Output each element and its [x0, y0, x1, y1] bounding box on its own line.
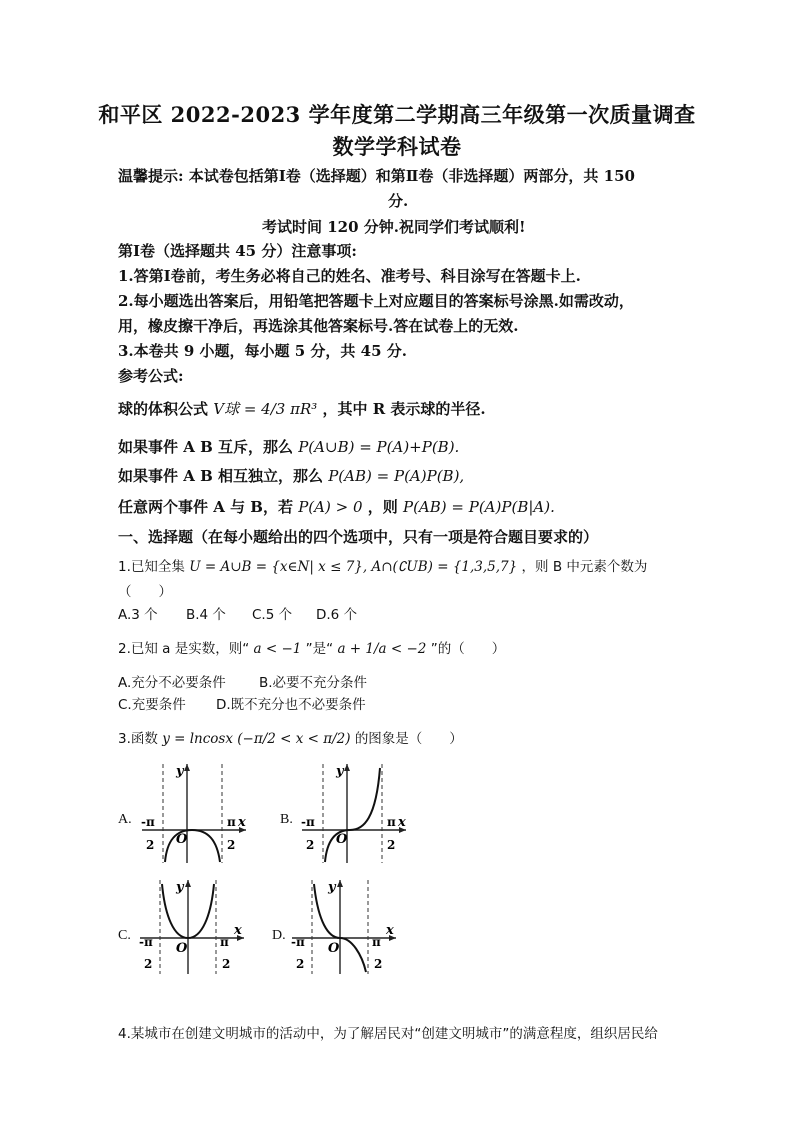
- graph-b: [298, 760, 410, 865]
- graph-c-origin: O: [176, 941, 188, 956]
- q2-option-a: A.充分不必要条件: [118, 675, 226, 691]
- graph-b-x-label: x: [398, 815, 406, 830]
- graph-d-pos-pi: π: [372, 935, 381, 949]
- formula-sphere-pre: 球的体积公式: [118, 400, 209, 418]
- graph-d: [288, 876, 400, 976]
- q2-stem-mid: ”是“: [305, 641, 334, 657]
- exam-title-line1: 和平区 2022-2023 学年度第二学期高三年级第一次质量调查: [98, 102, 696, 127]
- note-3: 用，橡皮擦干净后，再选涂其他答案标号.答在试卷上的无效.: [118, 317, 519, 335]
- graph-a: [138, 760, 250, 865]
- graph-b-neg-two: 2: [306, 838, 315, 852]
- note-2: 2.每小题选出答案后，用铅笔把答题卡上对应题目的答案标号涂黑.如需改动，: [118, 292, 634, 310]
- formula-exclusive-expr: P(A∪B) = P(A)+P(B).: [298, 438, 460, 456]
- q1-stem-post: ，则 B 中元素个数为: [521, 559, 648, 575]
- graph-c-neg-pi: -π: [139, 935, 153, 949]
- q4-stem: 4.某城市在创建文明城市的活动中，为了解居民对“创建文明城市”的满意程度，组织居民给: [118, 1026, 658, 1042]
- q1-option-c: C.5 个: [252, 607, 293, 623]
- tip-line3: 考试时间 120 分钟.祝同学们考试顺利!: [262, 218, 526, 236]
- graph-d-neg-two: 2: [296, 957, 305, 971]
- graph-d-neg-pi: -π: [291, 935, 305, 949]
- formula-independent-pre: 如果事件 A B 相互独立，那么: [118, 467, 323, 485]
- formula-conditional: [118, 496, 555, 517]
- formula-sphere-post: ，其中 R 表示球的半径.: [322, 400, 486, 418]
- q3-stem: [118, 727, 463, 747]
- graph-b-pos-pi: π: [387, 815, 396, 829]
- formula-conditional-expr1: P(A) > 0: [298, 498, 363, 516]
- formula-independent-expr: P(AB) = P(A)P(B),: [328, 467, 465, 485]
- graph-b-pos-two: 2: [387, 838, 396, 852]
- q2-option-d: D.既不充分也不必要条件: [216, 697, 366, 713]
- graph-b-origin: O: [336, 832, 348, 847]
- graph-d-origin: O: [328, 941, 340, 956]
- q1-stem-pre: 1.已知全集: [118, 559, 185, 575]
- q1-option-d: D.6 个: [316, 607, 358, 623]
- graph-a-y-label: y: [176, 764, 184, 779]
- formula-conditional-mid: ，则: [367, 498, 398, 516]
- section-choice-heading: 一、选择题（在每小题给出的四个选项中，只有一项是符合题目要求的）: [118, 528, 599, 546]
- formula-exclusive: [118, 436, 459, 457]
- q2-option-b: B.必要不充分条件: [259, 675, 368, 691]
- q2-stem-pre: 2.已知 a 是实数，则“: [118, 641, 250, 657]
- graph-d-x-label: x: [386, 923, 394, 938]
- formula-conditional-expr2: P(AB) = P(A)P(B|A).: [402, 498, 555, 516]
- formula-conditional-pre: 任意两个事件 A 与 B，若: [118, 498, 293, 516]
- q3-stem-expr: y = lncosx (−π/2 < x < π/2): [162, 731, 351, 747]
- exam-title-line2: 数学学科试卷: [332, 134, 462, 159]
- graph-a-pos-two: 2: [227, 838, 236, 852]
- graph-a-label: A.: [118, 812, 132, 827]
- graph-a-pos-pi: π: [227, 815, 236, 829]
- q2-option-c: C.充要条件: [118, 697, 186, 713]
- q3-stem-pre: 3.函数: [118, 731, 158, 747]
- graph-a-neg-two: 2: [146, 838, 155, 852]
- graph-c-x-label: x: [234, 923, 242, 938]
- section1-heading: 第Ⅰ卷（选择题共 45 分）注意事项:: [118, 242, 357, 260]
- q3-stem-post: 的图象是（ ）: [354, 731, 463, 747]
- graph-c-pos-pi: π: [220, 935, 229, 949]
- graph-c-pos-two: 2: [222, 957, 231, 971]
- graph-a-x-label: x: [238, 815, 246, 830]
- graph-b-label: B.: [280, 812, 293, 827]
- graph-d-label: D.: [272, 928, 286, 943]
- q2-stem: [118, 637, 505, 657]
- graph-b-y-label: y: [336, 764, 344, 779]
- q2-stem-expr2: a + 1/a < −2: [337, 641, 427, 657]
- graph-c: [136, 876, 248, 976]
- graph-a-neg-pi: -π: [141, 815, 155, 829]
- formula-exclusive-pre: 如果事件 A B 互斥，那么: [118, 438, 293, 456]
- tip-line1: 温馨提示: 本试卷包括第Ⅰ卷（选择题）和第Ⅱ卷（非选择题）两部分，共 150: [118, 167, 635, 185]
- formula-sphere: [118, 398, 486, 419]
- graph-d-y-label: y: [328, 880, 336, 895]
- q1-stem-expr: U = A∪B = {x∈N| x ≤ 7}, A∩(∁UB) = {1,3,5,7}: [189, 559, 518, 575]
- graph-c-neg-two: 2: [144, 957, 153, 971]
- graph-b-neg-pi: -π: [301, 815, 315, 829]
- graph-c-y-label: y: [176, 880, 184, 895]
- q1-option-b: B.4 个: [186, 607, 226, 623]
- q1-stem: [118, 555, 647, 575]
- note-4: 3.本卷共 9 小题，每小题 5 分，共 45 分.: [118, 342, 407, 360]
- q2-stem-expr1: a < −1: [253, 641, 302, 657]
- formula-sphere-expr: V球 = 4/3 πR³: [213, 400, 318, 418]
- graph-d-pos-two: 2: [374, 957, 383, 971]
- q1-paren: （ ）: [118, 584, 172, 600]
- formula-independent: [118, 465, 464, 486]
- q2-stem-post: ”的（ ）: [430, 641, 506, 657]
- q1-option-a: A.3 个: [118, 607, 158, 623]
- graph-c-label: C.: [118, 928, 131, 943]
- tip-line2: 分.: [388, 192, 409, 210]
- note-1: 1.答第Ⅰ卷前，考生务必将自己的姓名、准考号、科目涂写在答题卡上.: [118, 267, 581, 285]
- graph-a-origin: O: [176, 832, 188, 847]
- formula-heading: 参考公式:: [118, 367, 184, 385]
